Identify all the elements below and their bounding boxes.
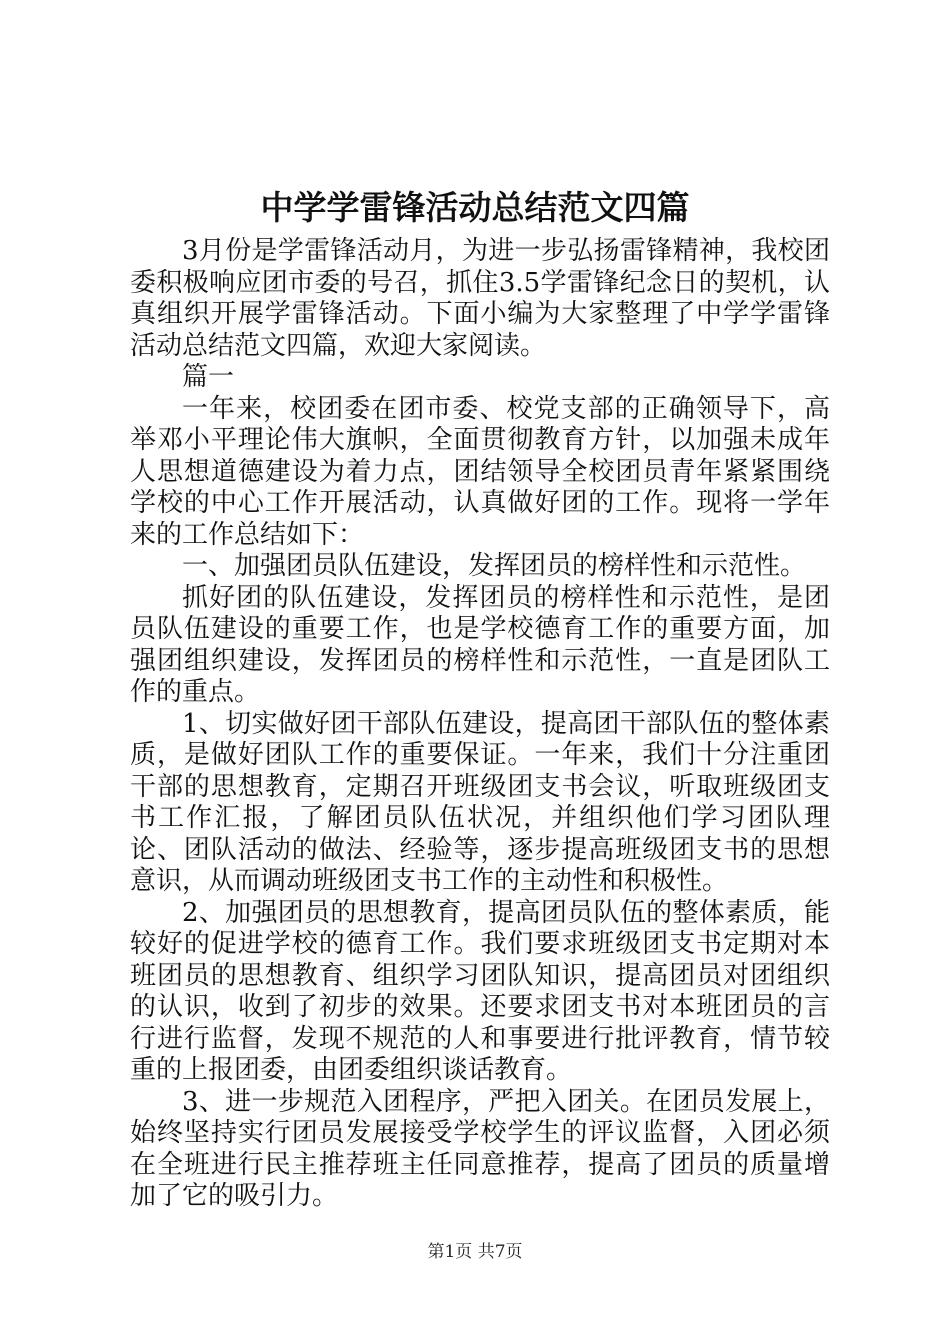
paragraph-overview: 一年来，校团委在团市委、校党支部的正确领导下，高举邓小平理论伟大旗帜，全面贯彻教育方针，以加强未成年人思想道德建设为着力点，团结领导全校团员青年紧紧围绕学校的中心工作开展活动，认真做好团的工作。现将一学年来的工作总结如下： [130, 393, 830, 550]
paragraph-item-2: 2、加强团员的思想教育，提高团员队伍的整体素质，能较好的促进学校的德育工作。我们要求班级团支书定期对本班团员的思想教育、组织学习团队知识，提高团员对团组织的认识，收到了初步的效果。还要求团支书对本班团员的言行进行监督，发现不规范的人和事要进行批评教育，情节较重的上报团委，由团委组织谈话教育。 [130, 897, 830, 1085]
paragraph-heading-1: 一、加强团员队伍建设，发挥团员的榜样性和示范性。 [182, 551, 807, 581]
paragraph-section-label: 篇一 [182, 362, 235, 392]
page-number-footer: 第1页 共7页 [427, 1242, 523, 1262]
document-title: 中学学雷锋活动总结范文四篇 [260, 188, 690, 227]
document-body [130, 236, 830, 1213]
paragraph-item-3: 3、进一步规范入团程序，严把入团关。在团员发展上，始终坚持实行团员发展接受学校学生的评议监督，入团必须在全班进行民主推荐班主任同意推荐，提高了团员的质量增加了它的吸引力。 [130, 1086, 830, 1211]
paragraph-body-1: 抓好团的队伍建设，发挥团员的榜样性和示范性，是团员队伍建设的重要工作，也是学校德育工作的重要方面，加强团组织建设，发挥团员的榜样性和示范性，一直是团队工作的重点。 [130, 582, 830, 707]
paragraph-item-1: 1、切实做好团干部队伍建设，提高团干部队伍的整体素质，是做好团队工作的重要保证。一年来，我们十分注重团干部的思想教育，定期召开班级团支书会议，听取班级团支书工作汇报，了解团员队伍状况，并组织他们学习团队理论、团队活动的做法、经验等，逐步提高班级团支书的思想意识，从而调动班级团支书工作的主动性和积极性。 [130, 708, 830, 896]
paragraph-intro: 3月份是学雷锋活动月，为进一步弘扬雷锋精神，我校团委积极响应团市委的号召，抓住3.5学雷锋纪念日的契机，认真组织开展学雷锋活动。下面小编为大家整理了中学学雷锋活动总结范文四篇，欢迎大家阅读。 [130, 236, 830, 361]
